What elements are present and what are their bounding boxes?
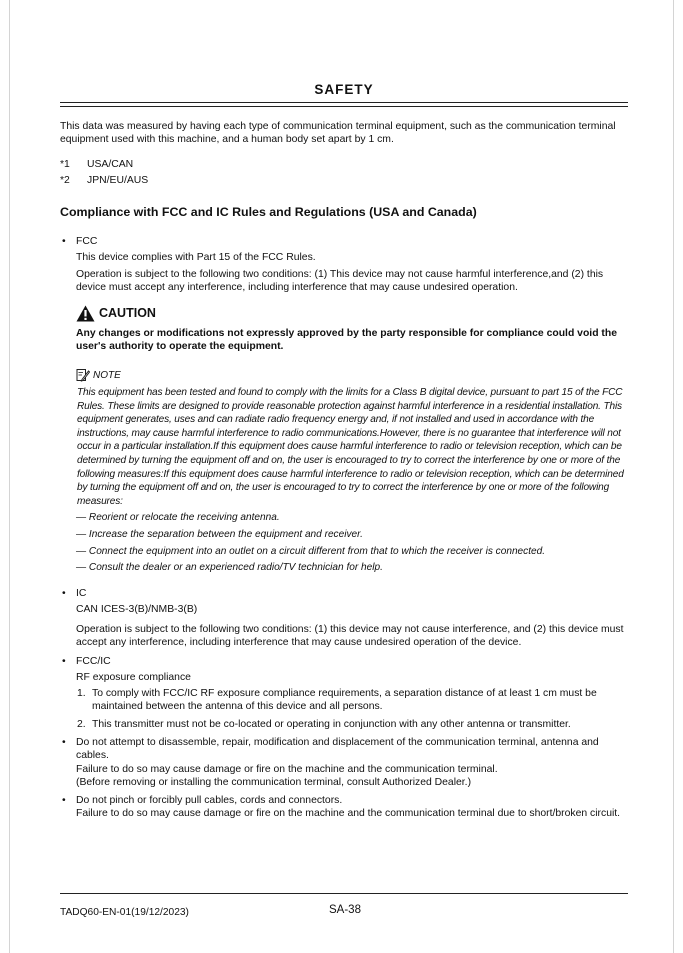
note-header: [76, 368, 121, 382]
caution-header: [76, 304, 156, 322]
list-item-text: This transmitter must not be co-located or operating in conjunction with any other antenna or transmitter.: [92, 719, 571, 730]
bullet-warning-2: •: [62, 795, 66, 806]
title-rule-bottom: [60, 106, 628, 107]
section-heading: Compliance with FCC and IC Rules and Regulations (USA and Canada): [60, 205, 477, 219]
bullet-fccic: •: [62, 656, 66, 667]
intro-paragraph: This data was measured by having each type of communication terminal equipment, such as the communication terminal equipment used with this machine, and a human body set apart by 1 cm.: [60, 121, 616, 145]
warning-2-line-1: Do not pinch or forcibly pull cables, cords and connectors.: [76, 795, 343, 806]
footnote-text: USA/CAN: [87, 159, 134, 170]
caution-title: CAUTION: [99, 306, 156, 320]
warning-1-line-1: Do not attempt to disassemble, repair, modification and displacement of the communication terminal, antenna and cables.: [76, 737, 599, 761]
fccic-line-1: RF exposure compliance: [76, 672, 191, 683]
warning-1-line-2: Failure to do so may cause damage or fire on the machine and the communication terminal.: [76, 764, 498, 775]
note-title: NOTE: [93, 369, 121, 381]
footer-rule: [60, 893, 628, 894]
warning-2-line-2: Failure to do so may cause damage or fire on the machine and the communication terminal due to short/broken circuit.: [76, 808, 621, 819]
footnote-mark: *2: [60, 175, 70, 186]
fcc-line-1: This device complies with Part 15 of the FCC Rules.: [76, 252, 316, 263]
note-measure-4: — Consult the dealer or an experienced radio/TV technician for help.: [76, 562, 383, 573]
footnote-mark: *1: [60, 159, 70, 170]
fcc-label: FCC: [76, 236, 98, 247]
bullet-fcc: •: [62, 236, 66, 247]
note-body: This equipment has been tested and found to comply with the limits for a Class B digital device, pursuant to part 15 of the FCC Rules. These limits are designed to provide reasonable protection against harmful interference in a residential installation. This equipment generates, uses and can radiate radio frequency energy and, if not installed and used in accordance with the instructions, may cause harmful interference to radio communications.However, there is no guarantee that interference will not occur in a particular installation.If this equipment does cause harmful interference to radio or television reception, which can be determined by turning the equipment off and on, the user is encouraged to try to correct the interference by one or more of the following measures:If this equipment does cause harmful interference to radio or television reception, which can be determined by turning the equipment off and on, the user is encouraged to try to correct the interference by one or more of the following measures:: [77, 387, 624, 507]
footnote-text: JPN/EU/AUS: [87, 175, 149, 186]
ic-label: IC: [76, 588, 87, 599]
title-rule-top: [60, 102, 628, 103]
list-number: 1.: [77, 688, 86, 699]
note-measure-3: — Connect the equipment into an outlet on a circuit different from that to which the receiver is connected.: [76, 546, 546, 557]
ic-line-2: Operation is subject to the following two conditions: (1) this device may not cause interference, and (2) this device must accept any interference, including interference that may cause undesired operation of the device.: [76, 624, 624, 648]
list-item-text: To comply with FCC/IC RF exposure compliance requirements, a separation distance of at least 1 cm must be maintained between the antenna of this device and all persons.: [92, 688, 597, 712]
fccic-label: FCC/IC: [76, 656, 111, 667]
note-measure-1: — Reorient or relocate the receiving antenna.: [76, 512, 280, 523]
bullet-warning-1: •: [62, 737, 66, 748]
list-number: 2.: [77, 719, 86, 730]
doc-code: TADQ60-EN-01(19/12/2023): [60, 907, 189, 918]
warning-triangle-icon: [76, 305, 95, 322]
pencil-note-icon: [76, 368, 90, 382]
bullet-ic: •: [62, 588, 66, 599]
warning-1-line-3: (Before removing or installing the communication terminal, consult Authorized Dealer.): [76, 777, 472, 788]
fcc-line-2: Operation is subject to the following two conditions: (1) This device may not cause harmful interference,and (2) this device must accept any interference, including interference that may cause undesired operation.: [76, 269, 604, 293]
footnote-2: [60, 174, 148, 187]
ic-line-1: CAN ICES-3(B)/NMB-3(B): [76, 604, 198, 615]
caution-body: Any changes or modifications not expressly approved by the party responsible for compliance could void the user's authority to operate the equipment.: [76, 328, 618, 352]
page-title: SAFETY: [314, 82, 374, 97]
page-number: SA-38: [329, 904, 361, 916]
footnote-1: [60, 158, 133, 171]
note-measure-2: — Increase the separation between the equipment and receiver.: [76, 529, 363, 540]
